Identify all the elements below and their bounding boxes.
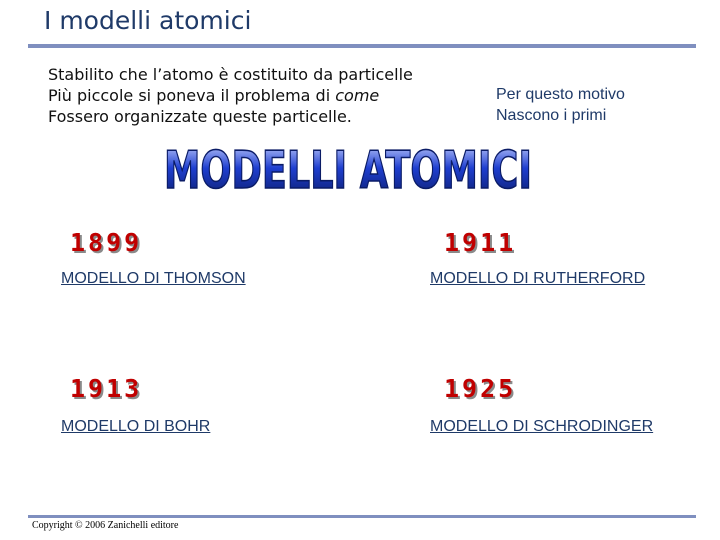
intro-text bbox=[48, 64, 448, 127]
intro-line-2-text: Più piccole si poneva il problema di bbox=[48, 86, 336, 105]
copyright-notice: Copyright © 2006 Zanichelli editore bbox=[32, 520, 179, 531]
model-bohr: MODELLO DI BOHR bbox=[61, 418, 211, 435]
year-thomson: 1899 bbox=[70, 228, 143, 257]
year-rutherford: 1911 bbox=[444, 228, 517, 257]
year-schrodinger: 1925 bbox=[444, 374, 517, 403]
side-text bbox=[496, 84, 696, 126]
model-schrodinger: MODELLO DI SCHRODINGER bbox=[430, 418, 654, 435]
footer-divider bbox=[28, 515, 696, 518]
intro-line-2 bbox=[48, 85, 448, 106]
model-rutherford: MODELLO DI RUTHERFORD bbox=[430, 270, 646, 287]
side-line-1: Per questo motivo bbox=[496, 86, 625, 103]
wordart-text: MODELLI ATOMICI bbox=[164, 141, 532, 201]
slide-title: I modelli atomici bbox=[44, 6, 252, 35]
year-bohr: 1913 bbox=[70, 374, 143, 403]
model-thomson: MODELLO DI THOMSON bbox=[61, 270, 246, 287]
side-line-2: Nascono i primi bbox=[496, 107, 607, 124]
wordart-heading bbox=[158, 140, 538, 200]
intro-emphasis: come bbox=[335, 86, 380, 105]
title-divider bbox=[28, 44, 696, 48]
intro-line-1: Stabilito che l’atomo è costituito da particelle bbox=[48, 65, 413, 84]
intro-line-3: Fossero organizzate queste particelle. bbox=[48, 107, 352, 126]
